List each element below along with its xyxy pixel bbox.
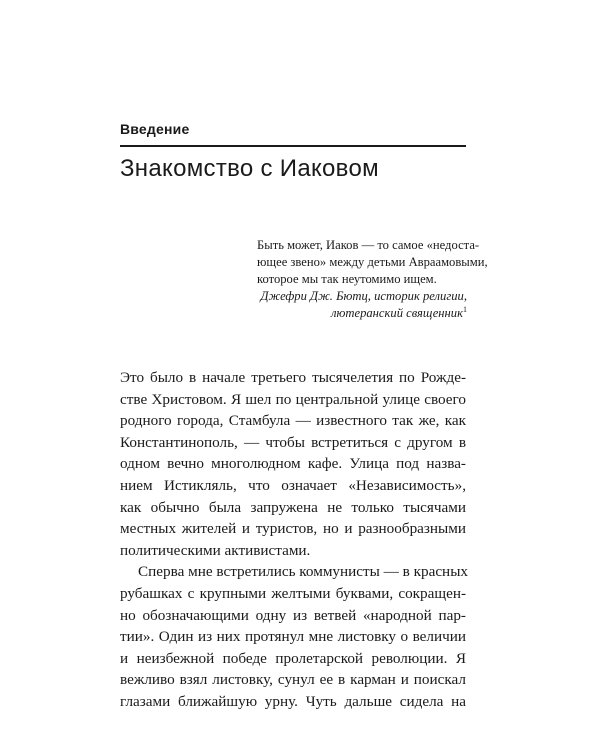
paragraph-line: но обозначающими одну из ветвей «народной пар- (120, 606, 466, 624)
heading-rule (120, 145, 466, 147)
epigraph-attribution-text: лютеранский священник (331, 306, 463, 320)
paragraph-line: Сперва мне встретились коммунисты — в красных (138, 563, 468, 581)
body-text (120, 367, 466, 713)
epigraph (257, 237, 488, 322)
paragraph-line: тии». Один из них протянул мне листовку о величии (120, 628, 466, 646)
epigraph-line: ющее звено» между детьми Авраамовыми, (257, 255, 488, 269)
epigraph-attribution: Джефри Дж. Бютц, историк религии, (260, 289, 467, 303)
epigraph-attribution (257, 305, 467, 322)
epigraph-line: которое мы так неутомимо ищем. (257, 272, 437, 286)
paragraph-line: политическими активистами. (120, 541, 311, 559)
paragraph-line: одном вечно многолюдном кафе. Улица под назва- (120, 455, 466, 473)
section-label: Введение (120, 121, 190, 137)
paragraph-line: как обычно была запружена не только тысячами (120, 498, 466, 516)
epigraph-line: Быть может, Иаков — то самое «недоста- (257, 238, 480, 252)
paragraph-line: и неизбежной победе пролетарской революции. Я (120, 649, 466, 667)
footnote-marker[interactable]: 1 (463, 304, 467, 314)
paragraph-line: Константинополь, — чтобы встретиться с другом в (120, 433, 466, 451)
paragraph-line: нием Истикляль, что означает «Независимость», (120, 476, 466, 494)
paragraph-line: стве Христовом. Я шел по центральной улице своего (120, 390, 466, 408)
paragraph-line: местных жителей и туристов, но и разнообразными (120, 520, 466, 538)
paragraph-line: Это было в начале третьего тысячелетия по Рожде- (120, 369, 466, 386)
paragraph-line: рубашках с крупными желтыми буквами, сокращен- (120, 584, 466, 602)
chapter-title: Знакомство с Иаковом (120, 155, 379, 182)
paragraph-line: вежливо взял листовку, сунул ее в карман и поискал (120, 671, 466, 689)
paragraph-line: родного города, Стамбула — известного так же, как (120, 412, 466, 430)
paragraph-line: глазами ближайшую урну. Чуть дальше сидела на (120, 692, 466, 710)
